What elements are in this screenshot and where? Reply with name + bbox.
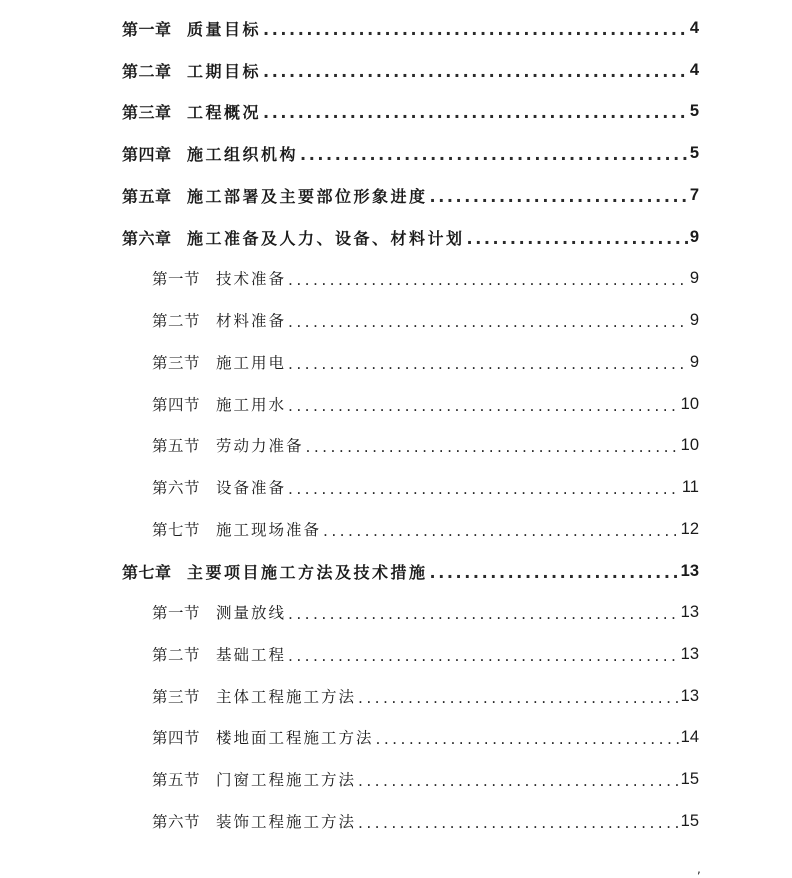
toc-page-number: 9 (689, 268, 699, 287)
toc-page-number: 4 (689, 60, 699, 79)
toc-number: 第七节 (152, 521, 201, 539)
toc-number: 第五节 (152, 771, 201, 789)
toc-page-number: 13 (680, 644, 699, 663)
toc-number: 第一章 (122, 19, 172, 39)
toc-section-6-7[interactable] (152, 514, 699, 544)
toc-title: 技术准备 (216, 270, 287, 288)
dot-leader (376, 722, 679, 752)
toc-page-number: 9 (689, 227, 699, 246)
dot-leader (288, 389, 679, 419)
dot-leader (467, 222, 688, 252)
toc-title: 门窗工程施工方法 (216, 771, 357, 789)
toc-page-number: 15 (680, 769, 699, 788)
toc-title: 施工用水 (216, 396, 287, 414)
dot-leader (263, 96, 688, 126)
toc-section-7-5[interactable] (152, 764, 699, 794)
toc-page-number: 13 (680, 602, 699, 621)
page-corner-mark: , (697, 862, 701, 876)
toc-page-number: 13 (680, 686, 699, 705)
toc-chapter-5[interactable] (122, 180, 699, 210)
toc-title: 测量放线 (216, 604, 287, 622)
toc-number: 第二节 (152, 646, 201, 664)
toc-chapter-3[interactable] (122, 96, 699, 126)
dot-leader (300, 138, 688, 168)
toc-section-6-2[interactable] (152, 305, 699, 335)
toc-title: 施工准备及人力、设备、材料计划 (187, 228, 465, 248)
toc-title: 主要项目施工方法及技术措施 (187, 562, 428, 582)
toc-chapter-6[interactable] (122, 222, 699, 252)
toc-page-number: 12 (680, 519, 699, 538)
toc-title: 质量目标 (187, 19, 262, 39)
dot-leader (288, 305, 688, 335)
toc-chapter-7[interactable] (122, 556, 699, 586)
toc-chapter-2[interactable] (122, 55, 699, 85)
toc-number: 第四章 (122, 144, 172, 164)
dot-leader (288, 597, 679, 627)
toc-page-number: 10 (680, 435, 699, 454)
toc-page-number: 9 (689, 352, 699, 371)
toc-number: 第五章 (122, 186, 172, 206)
dot-leader (323, 514, 679, 544)
toc-page-number: 5 (689, 143, 699, 162)
toc-title: 工程概况 (187, 102, 262, 122)
toc-page-number: 10 (680, 394, 699, 413)
toc-number: 第六节 (152, 813, 201, 831)
toc-page-number: 7 (689, 185, 699, 204)
toc-number: 第一节 (152, 604, 201, 622)
toc-page-number: 14 (680, 727, 699, 746)
toc-section-6-6[interactable] (152, 472, 699, 502)
toc-title: 楼地面工程施工方法 (216, 729, 374, 747)
toc-page-number: 4 (689, 18, 699, 37)
toc-number: 第六节 (152, 479, 201, 497)
toc-title: 设备准备 (216, 479, 287, 497)
toc-number: 第三章 (122, 102, 172, 122)
toc-section-7-4[interactable] (152, 722, 699, 752)
dot-leader (288, 263, 688, 293)
toc-title: 基础工程 (216, 646, 287, 664)
toc-section-6-5[interactable] (152, 430, 699, 460)
toc-title: 主体工程施工方法 (216, 688, 357, 706)
toc-number: 第七章 (122, 562, 172, 582)
toc-section-6-3[interactable] (152, 347, 699, 377)
toc-number: 第二节 (152, 312, 201, 330)
toc-chapter-4[interactable] (122, 138, 699, 168)
dot-leader (263, 13, 688, 43)
toc-section-7-3[interactable] (152, 681, 699, 711)
toc-number: 第四节 (152, 729, 201, 747)
toc-page-number: 11 (681, 477, 699, 496)
toc-section-7-2[interactable] (152, 639, 699, 669)
toc-title: 施工部署及主要部位形象进度 (187, 186, 428, 206)
dot-leader (430, 180, 688, 210)
toc-title: 装饰工程施工方法 (216, 813, 357, 831)
dot-leader (358, 806, 679, 836)
toc-section-6-1[interactable] (152, 263, 699, 293)
toc-page-number: 13 (680, 561, 699, 580)
toc-title: 劳动力准备 (216, 437, 304, 455)
toc-number: 第一节 (152, 270, 201, 288)
toc-section-7-1[interactable] (152, 597, 699, 627)
dot-leader (288, 347, 688, 377)
toc-number: 第二章 (122, 61, 172, 81)
toc-number: 第五节 (152, 437, 201, 455)
toc-page-number: 5 (689, 101, 699, 120)
toc-title: 施工组织机构 (187, 144, 299, 164)
dot-leader (430, 556, 679, 586)
toc-title: 施工现场准备 (216, 521, 322, 539)
toc-title: 施工用电 (216, 354, 287, 372)
toc-section-7-6[interactable] (152, 806, 699, 836)
toc-title: 材料准备 (216, 312, 287, 330)
toc-page-number: 9 (689, 310, 699, 329)
toc-number: 第三节 (152, 354, 201, 372)
dot-leader (263, 55, 688, 85)
toc-chapter-1[interactable] (122, 13, 699, 43)
toc-number: 第六章 (122, 228, 172, 248)
toc-number: 第三节 (152, 688, 201, 706)
dot-leader (306, 430, 679, 460)
toc-title: 工期目标 (187, 61, 262, 81)
dot-leader (288, 639, 679, 669)
toc-page-number: 15 (680, 811, 699, 830)
dot-leader (358, 681, 679, 711)
dot-leader (288, 472, 680, 502)
dot-leader (358, 764, 679, 794)
toc-section-6-4[interactable] (152, 389, 699, 419)
toc-number: 第四节 (152, 396, 201, 414)
